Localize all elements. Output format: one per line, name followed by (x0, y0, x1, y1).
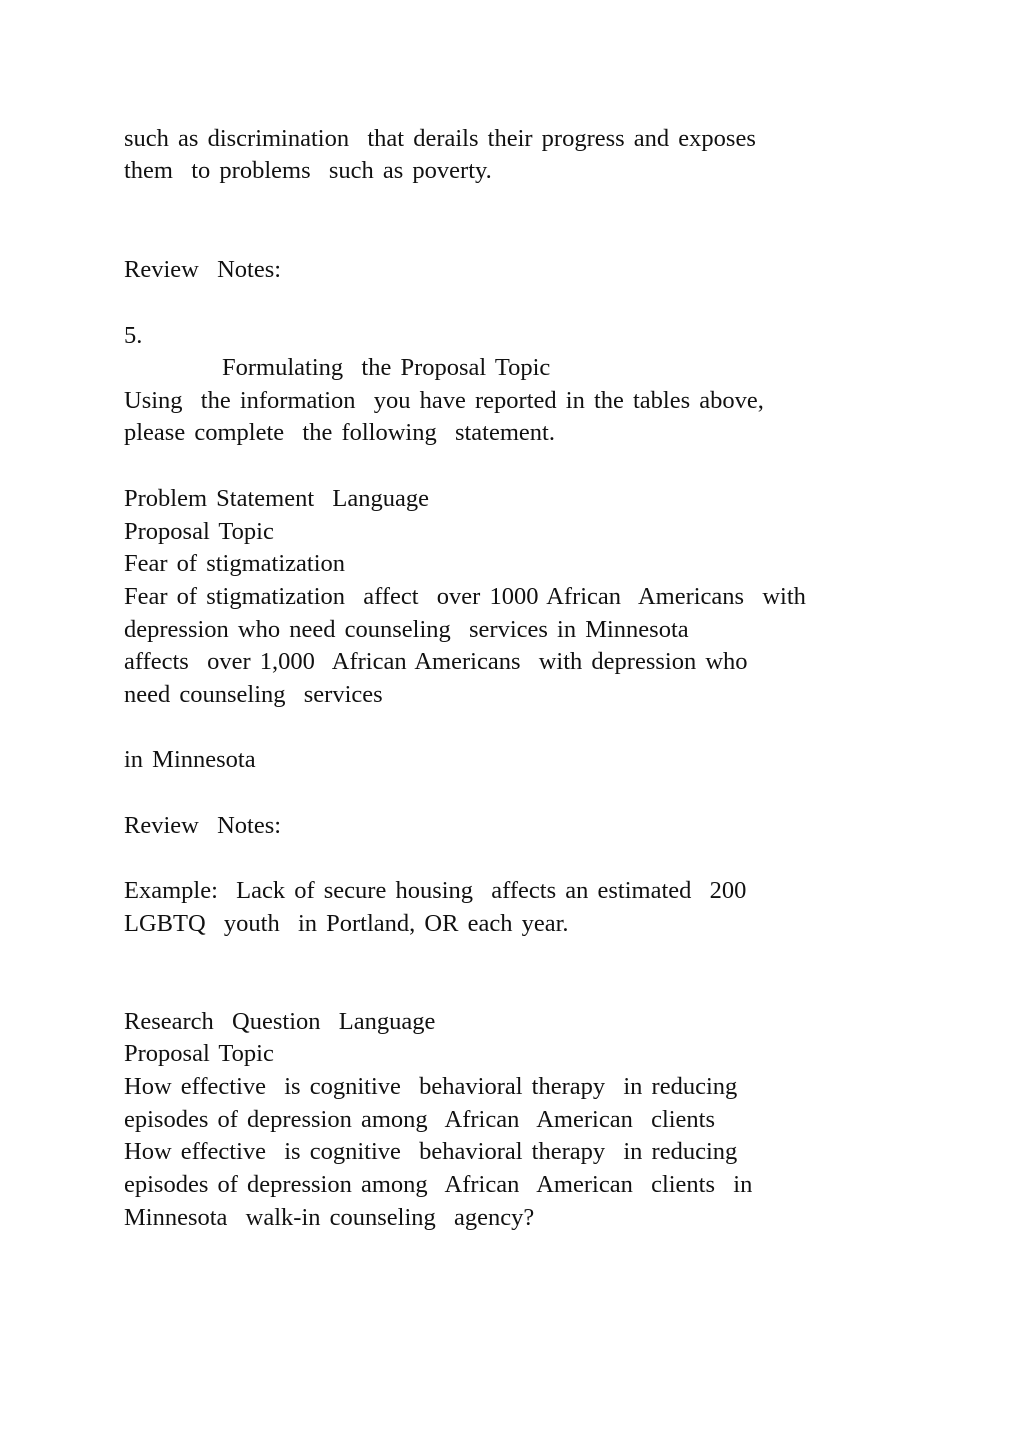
section-number: 5. (124, 322, 143, 349)
text-line: episodes of depression among African American clients in (124, 1171, 753, 1198)
research-question-heading: Research Question Language (124, 1008, 436, 1035)
proposal-topic-label: Proposal Topic (124, 1040, 274, 1067)
text-line: please complete the following statement. (124, 419, 555, 446)
text-line: Using the information you have reported in the tables above, (124, 387, 764, 414)
example-line: Example: Lack of secure housing affects an estimated 200 (124, 877, 747, 904)
text-line: Minnesota walk-in counseling agency? (124, 1204, 535, 1231)
proposal-topic-label: Proposal Topic (124, 518, 274, 545)
text-line: affects over 1,000 African Americans with depression who (124, 648, 748, 675)
review-notes-label: Review Notes: (124, 812, 282, 839)
text-line: depression who need counseling services in Minnesota (124, 616, 689, 643)
text-line: such as discrimination that derails their progress and exposes (124, 125, 756, 152)
text-line: How effective is cognitive behavioral therapy in reducing (124, 1138, 738, 1165)
text-line: in Minnesota (124, 746, 256, 773)
problem-statement-heading: Problem Statement Language (124, 485, 429, 512)
text-line: need counseling services (124, 681, 383, 708)
text-line: Fear of stigmatization affect over 1000 African Americans with (124, 583, 806, 610)
review-notes-label: Review Notes: (124, 256, 282, 283)
section-heading: Formulating the Proposal Topic (222, 354, 551, 381)
text-line: How effective is cognitive behavioral therapy in reducing (124, 1073, 738, 1100)
text-line: them to problems such as poverty. (124, 157, 492, 184)
text-line: Fear of stigmatization (124, 550, 345, 577)
example-line: LGBTQ youth in Portland, OR each year. (124, 910, 569, 937)
text-line: episodes of depression among African American clients (124, 1106, 716, 1133)
